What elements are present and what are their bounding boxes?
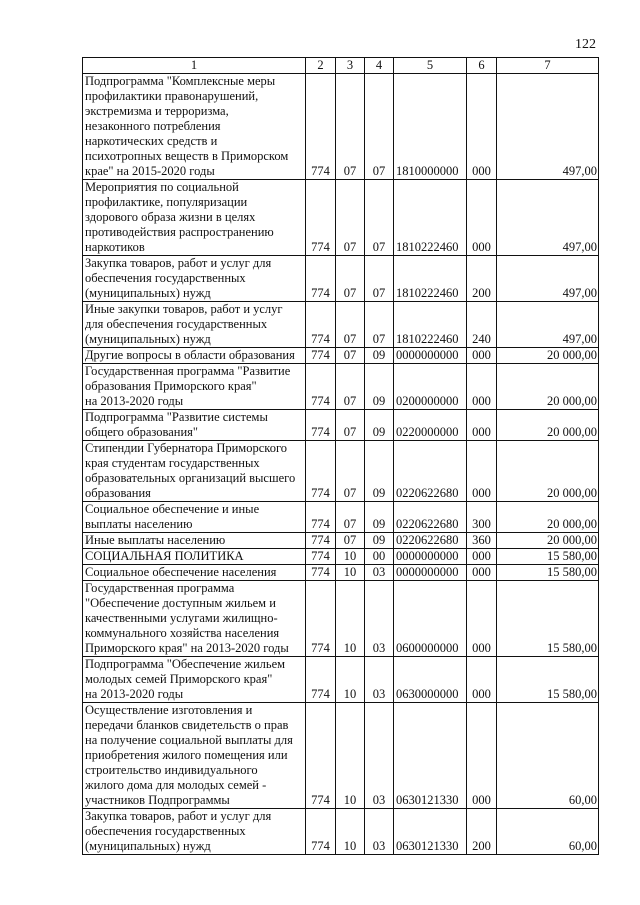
cell-ministry-code: 774 (306, 74, 336, 180)
table-row (83, 256, 599, 302)
header-col-3: 3 (336, 58, 365, 74)
cell-expense-type: 360 (467, 533, 497, 549)
cell-ministry-code: 774 (306, 809, 336, 855)
cell-target-article: 0000000000 (394, 565, 467, 581)
cell-subsection-code: 09 (365, 502, 394, 533)
header-col-2: 2 (306, 58, 336, 74)
item-name-line: обеспечения государственных (85, 271, 246, 285)
cell-subsection-code: 03 (365, 565, 394, 581)
table-row (83, 549, 599, 565)
cell-item-name (83, 581, 306, 657)
cell-ministry-code: 774 (306, 364, 336, 410)
cell-target-article: 0200000000 (394, 364, 467, 410)
item-name-line: образовательных организаций высшего (85, 471, 296, 485)
table-row (83, 348, 599, 364)
cell-subsection-code: 07 (365, 74, 394, 180)
cell-ministry-code: 774 (306, 565, 336, 581)
cell-section-code: 07 (336, 348, 365, 364)
item-name-line: Государственная программа "Развитие (85, 364, 291, 378)
table-body (83, 74, 599, 855)
cell-expense-type: 000 (467, 581, 497, 657)
page-number: 122 (575, 37, 596, 52)
cell-amount: 20 000,00 (497, 348, 599, 364)
header-col-7: 7 (497, 58, 599, 74)
cell-target-article: 0220622680 (394, 533, 467, 549)
table-row (83, 703, 599, 809)
table-row (83, 441, 599, 502)
item-name-line: на 2013-2020 годы (85, 394, 184, 408)
cell-expense-type: 000 (467, 549, 497, 565)
item-name-line: Подпрограмма "Комплексные меры (85, 74, 276, 88)
header-row (83, 58, 599, 74)
cell-amount: 497,00 (497, 302, 599, 348)
cell-amount: 497,00 (497, 180, 599, 256)
item-name-line: Подпрограмма "Развитие системы (85, 410, 268, 424)
item-name-line: Закупка товаров, работ и услуг для (85, 256, 272, 270)
cell-ministry-code: 774 (306, 302, 336, 348)
budget-table (82, 57, 599, 855)
cell-ministry-code: 774 (306, 703, 336, 809)
item-name-line: Социальное обеспечение и иные (85, 502, 260, 516)
cell-section-code: 07 (336, 533, 365, 549)
cell-section-code: 10 (336, 581, 365, 657)
item-name-line: жилого дома для молодых семей - (85, 778, 267, 792)
cell-ministry-code: 774 (306, 180, 336, 256)
item-name-line: (муниципальных) нужд (85, 286, 211, 300)
item-name-line: для обеспечения государственных (85, 317, 268, 331)
cell-expense-type: 000 (467, 180, 497, 256)
cell-section-code: 07 (336, 74, 365, 180)
cell-item-name (83, 441, 306, 502)
header-col-6: 6 (467, 58, 497, 74)
cell-subsection-code: 03 (365, 809, 394, 855)
item-name-line: Мероприятия по социальной (85, 180, 239, 194)
cell-expense-type: 000 (467, 441, 497, 502)
item-name-line: профилактики правонарушений, (85, 89, 259, 103)
cell-item-name (83, 565, 306, 581)
cell-item-name (83, 549, 306, 565)
item-name-line: выплаты населению (85, 517, 193, 531)
item-name-line: экстремизма и терроризма, (85, 104, 229, 118)
item-name-line: Стипендии Губернатора Приморского (85, 441, 288, 455)
cell-item-name (83, 364, 306, 410)
item-name-line: Осуществление изготовления и (85, 703, 253, 717)
cell-ministry-code: 774 (306, 410, 336, 441)
header-col-1: 1 (83, 58, 306, 74)
cell-subsection-code: 09 (365, 441, 394, 502)
cell-target-article: 0600000000 (394, 581, 467, 657)
item-name-line: приобретения жилого помещения или (85, 748, 288, 762)
cell-amount: 20 000,00 (497, 533, 599, 549)
cell-section-code: 07 (336, 180, 365, 256)
cell-ministry-code: 774 (306, 256, 336, 302)
cell-expense-type: 240 (467, 302, 497, 348)
table-row (83, 302, 599, 348)
cell-item-name (83, 180, 306, 256)
cell-amount: 15 580,00 (497, 581, 599, 657)
item-name-line: образования Приморского края" (85, 379, 257, 393)
item-name-line: на 2013-2020 годы (85, 687, 184, 701)
cell-section-code: 10 (336, 549, 365, 565)
table-row (83, 809, 599, 855)
cell-expense-type: 000 (467, 348, 497, 364)
cell-section-code: 10 (336, 703, 365, 809)
cell-target-article: 1810222460 (394, 302, 467, 348)
cell-subsection-code: 07 (365, 302, 394, 348)
table-row (83, 581, 599, 657)
cell-amount: 60,00 (497, 809, 599, 855)
item-name-line: строительство индивидуального (85, 763, 258, 777)
cell-amount: 15 580,00 (497, 657, 599, 703)
cell-target-article: 1810000000 (394, 74, 467, 180)
header-col-4: 4 (365, 58, 394, 74)
cell-subsection-code: 03 (365, 657, 394, 703)
cell-target-article: 0630000000 (394, 657, 467, 703)
item-name-line: психотропных веществ в Приморском (85, 149, 289, 163)
cell-item-name (83, 703, 306, 809)
cell-subsection-code: 07 (365, 180, 394, 256)
cell-ministry-code: 774 (306, 533, 336, 549)
cell-ministry-code: 774 (306, 502, 336, 533)
item-name-line: участников Подпрограммы (85, 793, 230, 807)
cell-amount: 20 000,00 (497, 410, 599, 441)
item-name-line: "Обеспечение доступным жильем и (85, 596, 276, 610)
cell-subsection-code: 09 (365, 348, 394, 364)
item-name-line: наркотиков (85, 240, 145, 254)
cell-item-name (83, 256, 306, 302)
item-name-line: СОЦИАЛЬНАЯ ПОЛИТИКА (85, 549, 244, 563)
item-name-line: незаконного потребления (85, 119, 221, 133)
cell-section-code: 10 (336, 565, 365, 581)
cell-section-code: 07 (336, 364, 365, 410)
item-name-line: (муниципальных) нужд (85, 332, 211, 346)
cell-subsection-code: 03 (365, 581, 394, 657)
cell-target-article: 1810222460 (394, 256, 467, 302)
cell-target-article: 0220622680 (394, 502, 467, 533)
table-row (83, 364, 599, 410)
cell-amount: 497,00 (497, 256, 599, 302)
cell-item-name (83, 502, 306, 533)
table-row (83, 533, 599, 549)
cell-amount: 20 000,00 (497, 502, 599, 533)
cell-ministry-code: 774 (306, 441, 336, 502)
cell-amount: 15 580,00 (497, 549, 599, 565)
cell-ministry-code: 774 (306, 581, 336, 657)
table-row (83, 410, 599, 441)
cell-section-code: 10 (336, 657, 365, 703)
cell-section-code: 07 (336, 302, 365, 348)
item-name-line: профилактике, популяризации (85, 195, 248, 209)
item-name-line: общего образования" (85, 425, 199, 439)
header-col-5: 5 (394, 58, 467, 74)
table-row (83, 657, 599, 703)
item-name-line: Иные выплаты населению (85, 533, 226, 547)
table-row (83, 180, 599, 256)
cell-section-code: 07 (336, 256, 365, 302)
item-name-line: Подпрограмма "Обеспечение жильем (85, 657, 286, 671)
cell-section-code: 10 (336, 809, 365, 855)
item-name-line: противодействия распространению (85, 225, 274, 239)
cell-subsection-code: 07 (365, 256, 394, 302)
item-name-line: Приморского края" на 2013-2020 годы (85, 641, 289, 655)
item-name-line: Закупка товаров, работ и услуг для (85, 809, 272, 823)
cell-ministry-code: 774 (306, 348, 336, 364)
table-header (83, 58, 599, 74)
cell-amount: 20 000,00 (497, 441, 599, 502)
cell-item-name (83, 809, 306, 855)
cell-expense-type: 000 (467, 703, 497, 809)
cell-target-article: 1810222460 (394, 180, 467, 256)
cell-target-article: 0220000000 (394, 410, 467, 441)
cell-expense-type: 200 (467, 809, 497, 855)
item-name-line: обеспечения государственных (85, 824, 246, 838)
table-row (83, 565, 599, 581)
cell-ministry-code: 774 (306, 549, 336, 565)
cell-amount: 20 000,00 (497, 364, 599, 410)
item-name-line: Другие вопросы в области образования (85, 348, 295, 362)
cell-subsection-code: 00 (365, 549, 394, 565)
item-name-line: Иные закупки товаров, работ и услуг (85, 302, 283, 316)
item-name-line: наркотических средств и (85, 134, 218, 148)
table-row (83, 502, 599, 533)
cell-item-name (83, 657, 306, 703)
cell-item-name (83, 302, 306, 348)
cell-subsection-code: 09 (365, 410, 394, 441)
item-name-line: Социальное обеспечение населения (85, 565, 277, 579)
item-name-line: Государственная программа (85, 581, 235, 595)
cell-section-code: 07 (336, 441, 365, 502)
cell-ministry-code: 774 (306, 657, 336, 703)
cell-target-article: 0000000000 (394, 348, 467, 364)
cell-amount: 497,00 (497, 74, 599, 180)
cell-target-article: 0630121330 (394, 809, 467, 855)
cell-subsection-code: 09 (365, 533, 394, 549)
cell-subsection-code: 03 (365, 703, 394, 809)
cell-amount: 15 580,00 (497, 565, 599, 581)
cell-expense-type: 000 (467, 410, 497, 441)
item-name-line: здорового образа жизни в целях (85, 210, 256, 224)
cell-expense-type: 300 (467, 502, 497, 533)
cell-expense-type: 000 (467, 657, 497, 703)
item-name-line: (муниципальных) нужд (85, 839, 211, 853)
cell-target-article: 0630121330 (394, 703, 467, 809)
cell-target-article: 0220622680 (394, 441, 467, 502)
table-row (83, 74, 599, 180)
item-name-line: качественными услугами жилищно- (85, 611, 278, 625)
cell-item-name (83, 410, 306, 441)
item-name-line: молодых семей Приморского края" (85, 672, 273, 686)
cell-section-code: 07 (336, 410, 365, 441)
item-name-line: края студентам государственных (85, 456, 260, 470)
item-name-line: образования (85, 486, 151, 500)
cell-expense-type: 000 (467, 74, 497, 180)
cell-item-name (83, 533, 306, 549)
item-name-line: коммунального хозяйства населения (85, 626, 280, 640)
cell-expense-type: 000 (467, 565, 497, 581)
cell-amount: 60,00 (497, 703, 599, 809)
cell-expense-type: 000 (467, 364, 497, 410)
cell-target-article: 0000000000 (394, 549, 467, 565)
cell-subsection-code: 09 (365, 364, 394, 410)
cell-expense-type: 200 (467, 256, 497, 302)
item-name-line: передачи бланков свидетельств о прав (85, 718, 289, 732)
cell-item-name (83, 74, 306, 180)
cell-section-code: 07 (336, 502, 365, 533)
item-name-line: крае" на 2015-2020 годы (85, 164, 215, 178)
item-name-line: на получение социальной выплаты для (85, 733, 293, 747)
cell-item-name (83, 348, 306, 364)
